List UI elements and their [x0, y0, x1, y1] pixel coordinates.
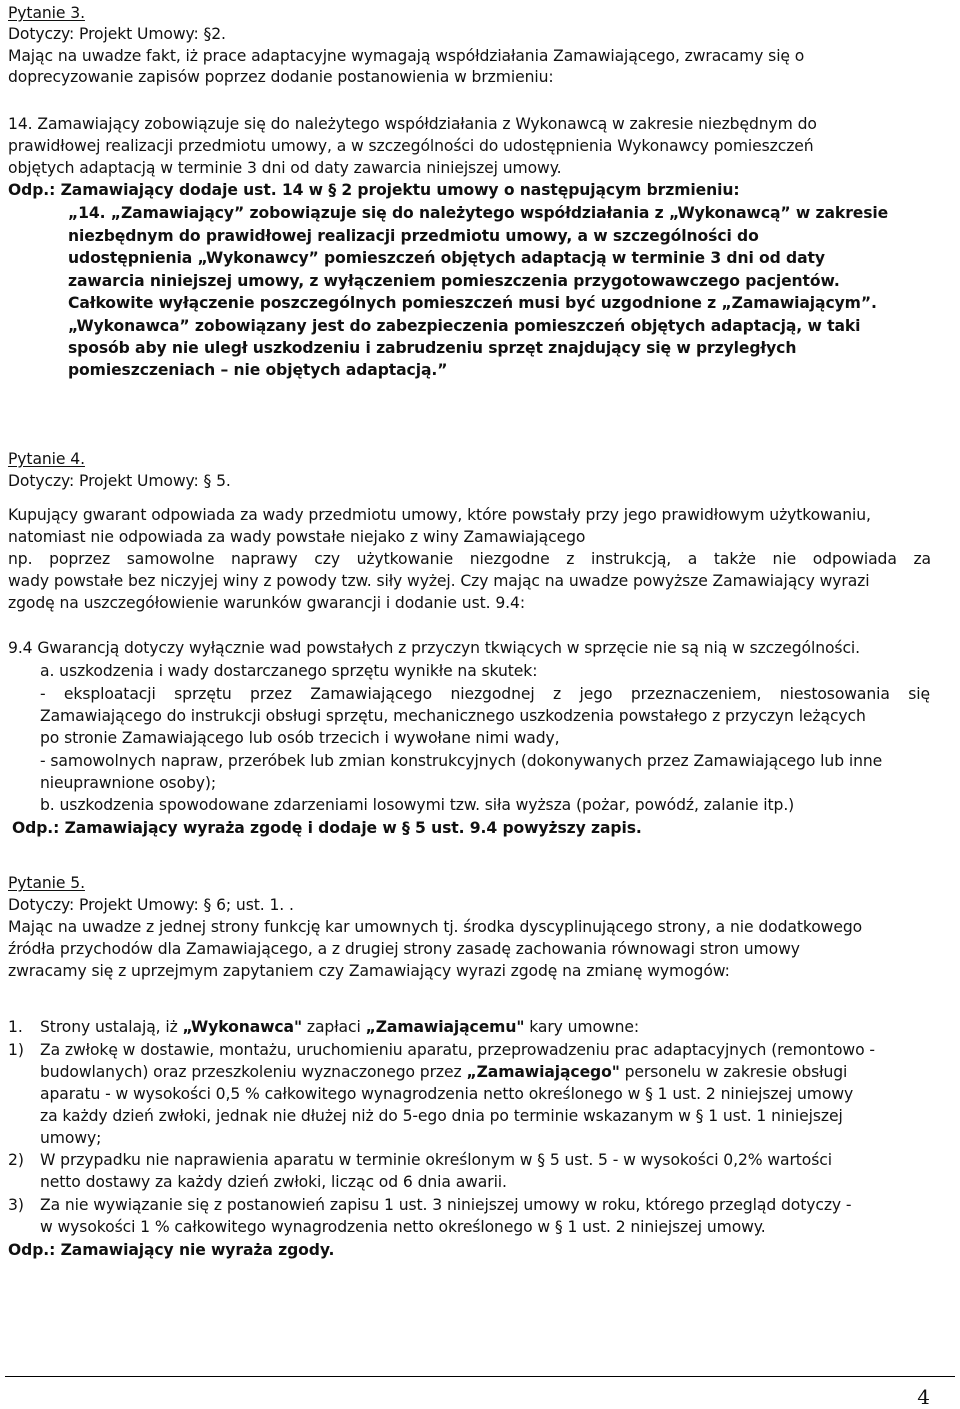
question-4-clause: nieuprawnione osoby); — [40, 774, 217, 792]
sub-item-1-text: Za zwłokę w dostawie, montażu, uruchomieniu aparatu, przeprowadzeniu prac adaptacyjnych (remontowo - — [40, 1041, 875, 1059]
question-4-text: zgodę na uszczegółowienie warunków gwarancji i dodanie ust. 9.4: — [8, 594, 525, 612]
question-5-title: Pytanie 5. — [8, 874, 85, 892]
sub-item-2-number: 2) — [8, 1151, 24, 1169]
question-4-answer: Odp.: Zamawiający wyraża zgodę i dodaje w § 5 ust. 9.4 powyższy zapis. — [12, 819, 642, 837]
question-4-text: Kupujący gwarant odpowiada za wady przedmiotu umowy, które powstały przy jego prawidłowym użytkowaniu, — [8, 506, 871, 524]
answer-3-clause-line: udostępnienia „Wykonawcy” pomieszczeń objętych adaptacją w terminie 3 dni od daty — [68, 249, 825, 267]
answer-3-clause-line: Całkowite wyłączenie poszczególnych pomieszczeń musi być uzgodnione z „Zamawiającym”. — [68, 294, 877, 312]
sub-item-2-text: netto dostawy za każdy dzień zwłoki, licząc od 6 dnia awarii. — [40, 1173, 507, 1191]
question-3-proposal: objętych adaptacją w terminie 3 dni od daty zawarcia niniejszej umowy. — [8, 159, 562, 177]
question-4-clause: b. uszkodzenia spowodowane zdarzeniami losowymi tzw. siła wyższa (pożar, powódź, zalanie itp.) — [40, 796, 795, 814]
answer-3-clause-line: zawarcia niniejszej umowy, z wyłączeniem pomieszczenia przygotowawczego pacjentów. — [68, 272, 840, 290]
page-number: 4 — [917, 1385, 930, 1409]
item-1-number: 1. — [8, 1018, 23, 1036]
question-4-reference: Dotyczy: Projekt Umowy: § 5. — [8, 472, 231, 490]
answer-3-clause-line: „14. „Zamawiający” zobowiązuje się do należytego współdziałania z „Wykonawcą” w zakresie — [68, 204, 889, 222]
question-3-text: doprecyzowanie zapisów poprzez dodanie postanowienia w brzmieniu: — [8, 68, 554, 86]
question-3-proposal: 14. Zamawiający zobowiązuje się do należytego współdziałania z Wykonawcą w zakresie niezbędnym do — [8, 115, 817, 133]
question-5-reference: Dotyczy: Projekt Umowy: § 6; ust. 1. . — [8, 896, 294, 914]
question-3-text: Mając na uwadze fakt, iż prace adaptacyjne wymagają współdziałania Zamawiającego, zwracamy się o — [8, 47, 805, 65]
sub-item-1-text: umowy; — [40, 1129, 102, 1147]
sub-item-1-text: budowlanych) oraz przeszkoleniu wyznaczonego przez „Zamawiającego" personelu w zakresie obsługi — [40, 1063, 848, 1081]
question-4-text: np. poprzez samowolne naprawy czy użytkowanie niezgodne z instrukcją, a także nie odpowiada za — [8, 550, 931, 568]
sub-item-3-number: 3) — [8, 1196, 24, 1214]
question-3-proposal: prawidłowej realizacji przedmiotu umowy, a w szczególności do udostępnienia Wykonawcy pomieszczeń — [8, 137, 814, 155]
question-5-text: źródła przychodów dla Zamawiającego, a z drugiej strony zasadę zachowania równowagi stron umowy — [8, 940, 800, 958]
sub-item-3-text: Za nie wywiązanie się z postanowień zapisu 1 ust. 3 niniejszej umowy w roku, którego przegląd dotyczy - — [40, 1196, 852, 1214]
answer-3-clause-line: sposób aby nie uległ uszkodzeniu i zabrudzeniu sprzęt znajdujący się w przyległych — [68, 339, 797, 357]
question-5-text: zwracamy się z uprzejmym zapytaniem czy Zamawiający wyrazi zgodę na zmianę wymogów: — [8, 962, 730, 980]
question-4-text: natomiast nie odpowiada za wady powstałe niejako z winy Zamawiającego — [8, 528, 586, 546]
sub-item-1-text: aparatu - w wysokości 0,5 % całkowitego wynagrodzenia netto określonego w § 1 ust. 2 niniejszej umowy — [40, 1085, 854, 1103]
item-1-text: Strony ustalają, iż „Wykonawca" zapłaci „Zamawiającemu" kary umowne: — [40, 1018, 640, 1036]
question-4-clause: - eksploatacji sprzętu przez Zamawiającego niezgodnej z jego przeznaczeniem, niestosowania się — [40, 685, 930, 703]
question-4-clause: a. uszkodzenia i wady dostarczanego sprzętu wynikłe na skutek: — [40, 662, 538, 680]
question-3-reference: Dotyczy: Projekt Umowy: §2. — [8, 25, 226, 43]
question-5-text: Mając na uwadze z jednej strony funkcję kar umownych tj. środka dyscyplinującego strony, a nie dodatkowego — [8, 918, 863, 936]
answer-3-clause-line: niezbędnym do prawidłowej realizacji przedmiotu umowy, a w szczególności do — [68, 227, 759, 245]
question-4-clause: - samowolnych napraw, przeróbek lub zmian konstrukcyjnych (dokonywanych przez Zamawiającego lub inne — [40, 752, 883, 770]
sub-item-3-text: w wysokości 1 % całkowitego wynagrodzenia netto określonego w § 1 ust. 2 niniejszej umowy. — [40, 1218, 766, 1236]
question-4-text: wady powstałe bez niczyjej winy z powody tzw. siły wyżej. Czy mając na uwadze powyższe Zamawiający wyrazi — [8, 572, 870, 590]
sub-item-1-text: za każdy dzień zwłoki, jednak nie dłużej niż do 5-ego dnia po terminie wskazanym w § 1 ust. 1 niniejszej — [40, 1107, 843, 1125]
sub-item-2-text: W przypadku nie naprawienia aparatu w terminie określonym w § 5 ust. 5 - w wysokości 0,2% wartości — [40, 1151, 832, 1169]
question-4-clause: Zamawiającego do instrukcji obsługi sprzętu, mechanicznego uszkodzenia powstałego z przyczyn leżących — [40, 707, 866, 725]
answer-3-clause-line: „Wykonawca” zobowiązany jest do zabezpieczenia pomieszczeń objętych adaptacją, w taki — [68, 317, 861, 335]
question-4-clause: 9.4 Gwarancją dotyczy wyłącznie wad powstałych z przyczyn tkwiących w sprzęcie nie są nią w szczególności. — [8, 639, 861, 657]
question-3-answer: Odp.: Zamawiający dodaje ust. 14 w § 2 projektu umowy o następującym brzmieniu: — [8, 181, 740, 199]
footer-divider — [5, 1376, 955, 1377]
question-5-answer: Odp.: Zamawiający nie wyraża zgody. — [8, 1241, 335, 1259]
answer-3-clause-line: pomieszczeniach – nie objętych adaptacją.” — [68, 361, 448, 379]
question-4-clause: po stronie Zamawiającego lub osób trzecich i wywołane nimi wady, — [40, 729, 560, 747]
question-3-title: Pytanie 3. — [8, 4, 85, 22]
question-4-title: Pytanie 4. — [8, 450, 85, 468]
sub-item-1-number: 1) — [8, 1041, 24, 1059]
